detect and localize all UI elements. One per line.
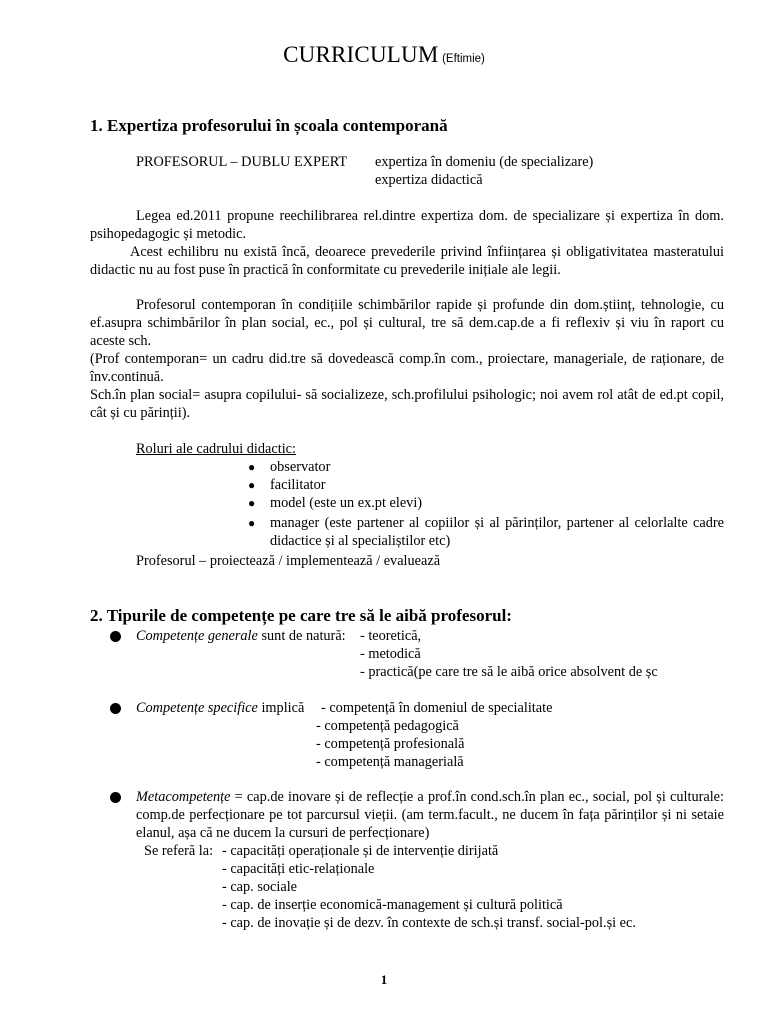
- paragraph-contemporary: Profesorul contemporan în condițiile schimbărilor rapide și profunde din dom.științ, tehnologie, cu ef.asupra schimbărilor în plan social, ec., pol și cultural, tre să dem.cap.de a fi reflexiv și viu în raport cu aceste sch.: [90, 297, 724, 349]
- specific-item: - competență profesională: [316, 736, 465, 752]
- meta-text: = cap.de inovare și de reflecție a prof.în cond.sch.în plan ec., social, pol și culturale: comp.de perfecționare pe tot parcursul vieții. (am term.facult., ne ducem în fața părinților și ni setaie elanul, așa că ne ducem la cursuri de perfecționare): [136, 789, 725, 841]
- metacompetences: [136, 788, 724, 842]
- general-item: - practică(pe care tre să le aibă orice absolvent de șc: [360, 664, 658, 680]
- role-item: model (este un ex.pt elevi): [270, 495, 423, 511]
- paragraph-balance: Acest echilibru nu există încă, deoarece prevederile privind înființarea și obligativitatea masteratului didactic nu au fost puse în practică în conformitate cu prevederile inițiale ale legii.: [90, 244, 724, 278]
- bullet-icon: [110, 792, 121, 803]
- roles-title: Roluri ale cadrului didactic:: [136, 441, 296, 457]
- dual-expert-label: PROFESORUL – DUBLU EXPERT: [136, 154, 348, 170]
- specific-item: - competență în domeniul de specialitate: [321, 700, 553, 716]
- paragraph-competences-note: (Prof contemporan= un cadru did.tre să dovedească comp.în com., proiectare, manageriale, de raționare, de înv.continuă.: [90, 351, 724, 385]
- specific-intro: implică: [261, 700, 305, 716]
- bullet-icon: ●: [248, 496, 256, 510]
- refers-item: - cap. de inovație și de dezv. în contexte de sch.și transf. social-pol.și ec.: [222, 915, 636, 931]
- specific-competences: [136, 699, 304, 717]
- refers-item: - capacități etic-relaționale: [222, 861, 375, 877]
- expertise-didactic: expertiza didactică: [375, 172, 483, 188]
- paragraph-law: Legea ed.2011 propune reechilibrarea rel.dintre expertiza dom. de specializare și expertiza în dom. psihopedagogic și metodic.: [90, 208, 724, 242]
- document-title: [0, 42, 768, 68]
- general-term: Competențe generale: [136, 628, 258, 644]
- teacher-summary: Profesorul – proiectează / implementează / evaluează: [136, 553, 441, 569]
- refers-label: Se referă la:: [144, 843, 214, 859]
- specific-item: - competență pedagogică: [316, 718, 459, 734]
- page-number: 1: [380, 972, 388, 987]
- general-competences: [136, 627, 346, 645]
- title-main: CURRICULUM: [283, 42, 439, 67]
- meta-term: Metacompetențe: [136, 789, 231, 805]
- expertise-domain: expertiza în domeniu (de specializare): [375, 154, 594, 170]
- refers-item: - cap. sociale: [222, 879, 298, 895]
- paragraph-social-change: Sch.în plan social= asupra copilului- să socializeze, sch.profilului psihologic; noi avem rol atât de ed.pt copil, cât și cu părinții).: [90, 387, 724, 421]
- refers-item: - cap. de inserție economică-management și cultură politică: [222, 897, 563, 913]
- general-item: - teoretică,: [360, 628, 422, 644]
- role-item: manager (este partener al copiilor și al părinților, partener al celorlalte cadre didactice și al specialiștilor etc): [270, 515, 724, 549]
- bullet-icon: [110, 631, 121, 642]
- title-sub: (Eftimie): [442, 53, 485, 65]
- role-item: facilitator: [270, 477, 326, 493]
- bullet-icon: ●: [248, 478, 256, 492]
- section-2-heading: 2. Tipurile de competențe pe care tre să le aibă profesorul:: [90, 606, 512, 625]
- general-intro: sunt de natură:: [261, 628, 346, 644]
- specific-term: Competențe specifice: [136, 700, 258, 716]
- bullet-icon: [110, 703, 121, 714]
- bullet-icon: ●: [248, 516, 256, 530]
- general-item: - metodică: [360, 646, 421, 662]
- refers-item: - capacități operaționale și de intervenție dirijată: [222, 843, 499, 859]
- specific-item: - competență managerială: [316, 754, 464, 770]
- role-item: observator: [270, 459, 331, 475]
- section-1-heading: 1. Expertiza profesorului în școala contemporană: [90, 116, 448, 135]
- bullet-icon: ●: [248, 460, 256, 474]
